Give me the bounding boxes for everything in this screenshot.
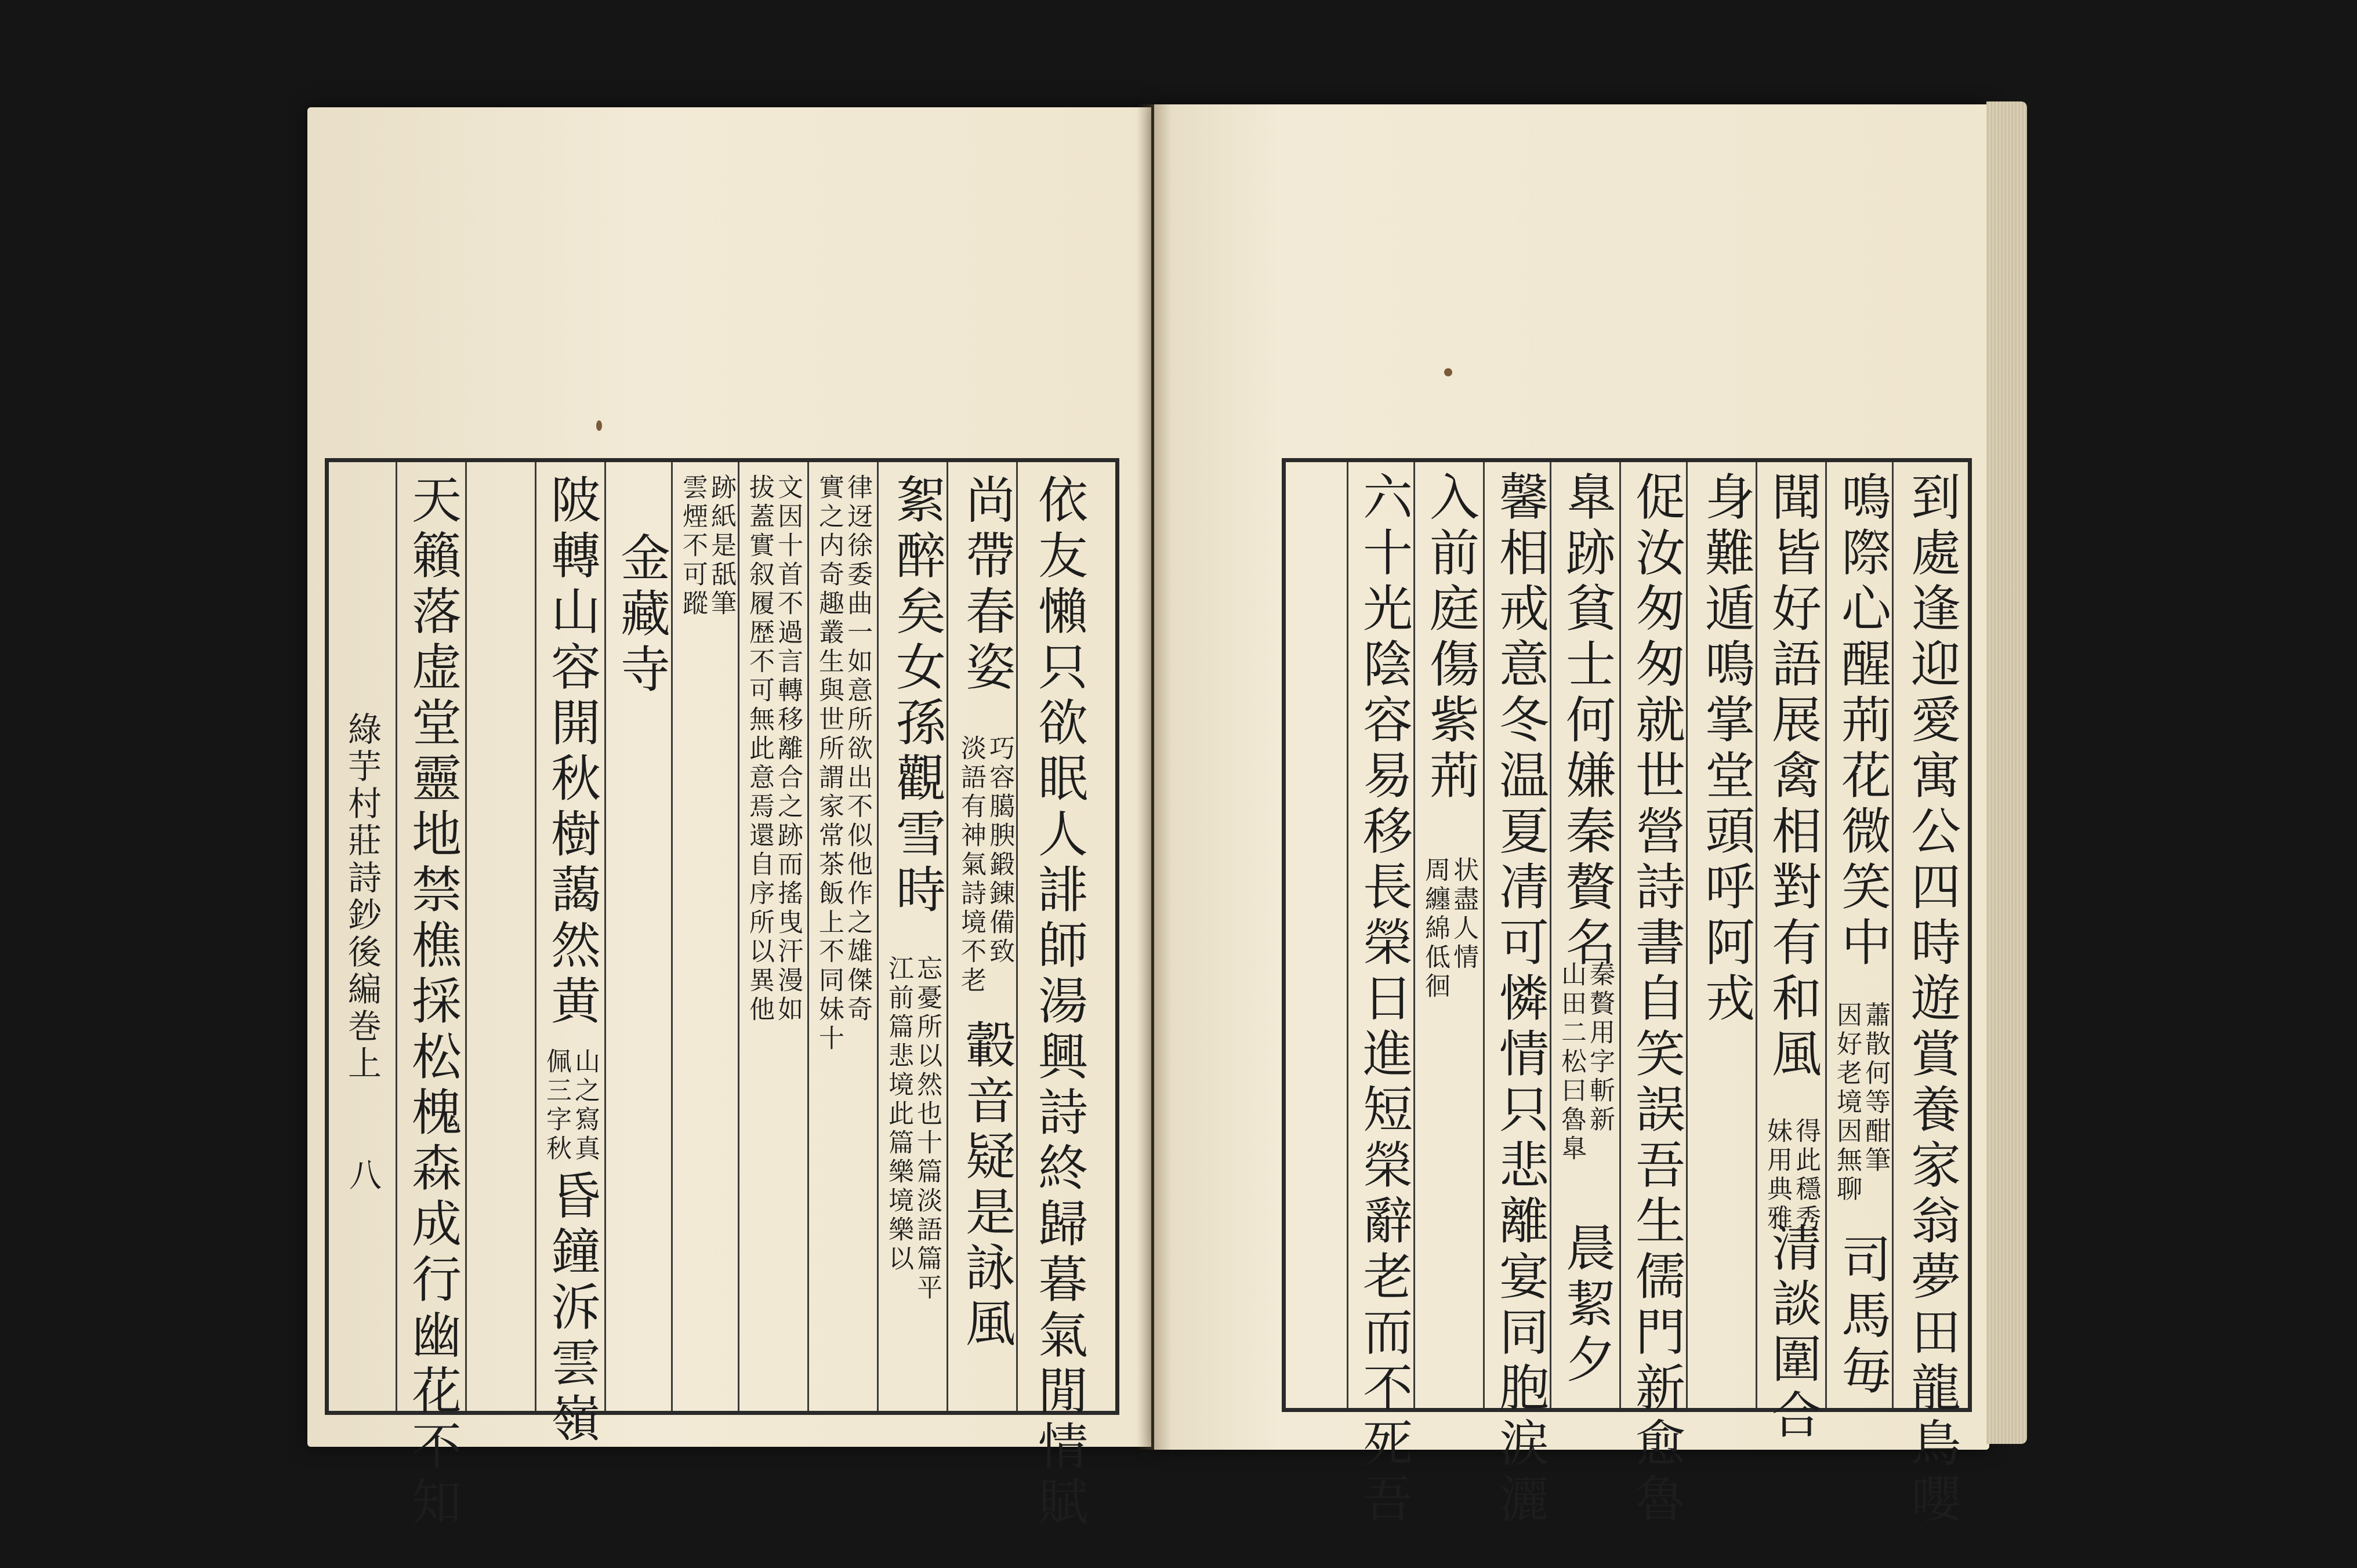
note-line: 佩三字秋 xyxy=(542,1048,571,1164)
text-column: 司馬毎 xyxy=(1833,1233,1891,1400)
note-line: 妹用典雅 xyxy=(1763,1117,1792,1233)
commentary-note xyxy=(1420,856,1479,1001)
commentary-note xyxy=(542,1048,600,1164)
note-line: 得此穩秀 xyxy=(1791,1117,1821,1233)
note-line: 周纏綿低徊 xyxy=(1420,856,1450,1001)
text-column: 促汝匆匆就世營詩書自笑誤吾生儒門新愈魯 xyxy=(1627,471,1685,1529)
text-column: 依友懶只欲眠人誹師湯興詩終歸暮氣閒情賦 xyxy=(1029,474,1087,1531)
note-line: 文因十首不過言轉移離合之跡而搖曳汗漫如 xyxy=(773,474,803,1025)
right-text-frame xyxy=(1282,458,1972,1529)
book-gutter xyxy=(1137,104,1172,1450)
note-line: 拔蓋實叙履歴不可無此意焉還自序所以異他 xyxy=(745,474,774,1025)
note-line: 律迓徐委曲一如意所欲出不似他作之雄傑奇 xyxy=(843,474,873,1025)
left-text-frame xyxy=(325,458,1119,1531)
text-column: 陂轉山容開秋樹藹然黄 xyxy=(542,474,600,1030)
note-line: 状盡人情 xyxy=(1449,856,1479,972)
note-line: 秦贅用字斬新 xyxy=(1585,961,1615,1135)
commentary-note xyxy=(1557,961,1615,1164)
note-line: 巧容臈腴鍛錬備致 xyxy=(985,735,1015,967)
page-edges xyxy=(1986,101,2027,1444)
note-line: 因好老境因無聊 xyxy=(1832,1001,1862,1204)
ink-spot xyxy=(1444,368,1452,376)
commentary-note xyxy=(814,474,873,1054)
text-column: 馨相戒意冬温夏凊可憐情只悲離宴同胞涙灑 xyxy=(1491,471,1549,1529)
text-column: 清談圍合 xyxy=(1763,1222,1821,1444)
poem-title: 金藏寺 xyxy=(612,532,670,699)
text-column: 轂音疑是詠風 xyxy=(957,1019,1015,1353)
text-column: 六十光陰容易移長榮日進短榮辭老而不死吾 xyxy=(1354,471,1412,1529)
commentary-note xyxy=(1763,1117,1821,1233)
margin-title: 綠芋村莊詩鈔後編巻上 xyxy=(342,712,382,1083)
text-column: 身難遁鳴掌堂頭呼阿戎 xyxy=(1696,471,1754,1028)
commentary-note xyxy=(745,474,803,1025)
ink-spot xyxy=(596,420,602,431)
note-line: 實之内奇趣叢生與世所謂家常茶飯上不同妹十 xyxy=(814,474,844,1054)
commentary-note xyxy=(1832,1001,1891,1204)
text-column: 入前庭傷紫荊 xyxy=(1421,471,1479,805)
commentary-note xyxy=(886,955,940,1303)
note-line: 淡語有神氣詩境不老 xyxy=(956,735,986,996)
text-column: 鳴際心醒荊花微笑中 xyxy=(1833,471,1891,972)
text-column: 臯跡貧士何嫌秦贅名 xyxy=(1557,471,1615,972)
note-line: 雲煙不可蹤 xyxy=(678,474,708,619)
page-number: 八 xyxy=(344,1158,382,1190)
text-column: 絮醉矣女孫觀雪時 xyxy=(887,474,945,919)
text-column: 昏鐘泝雲嶺 xyxy=(542,1170,600,1448)
text-column: 天籟落虚堂靈地禁樵採松槐森成行幽花不知 xyxy=(403,474,461,1531)
commentary-note xyxy=(678,474,737,619)
text-column: 晨絜夕 xyxy=(1557,1222,1615,1389)
note-line: 忘憂所以然也十篇淡語篇平 xyxy=(912,955,942,1303)
commentary-note xyxy=(956,735,1015,996)
text-column: 尚帶春姿 xyxy=(957,474,1015,696)
note-line: 山田二松曰魯臯 xyxy=(1557,961,1586,1164)
note-line: 跡紙是舐筆 xyxy=(706,474,737,619)
note-line: 江前篇悲境此篇樂境樂以 xyxy=(884,955,913,1274)
text-column: 到處逢迎愛寓公四時遊賞養家翁夢田龍鳥嚶 xyxy=(1902,471,1960,1529)
note-line: 蕭散何等酣筆 xyxy=(1861,1001,1891,1175)
note-line: 山之寫真 xyxy=(570,1048,600,1164)
text-column: 聞皆好語展禽相對有和風 xyxy=(1763,471,1821,1083)
